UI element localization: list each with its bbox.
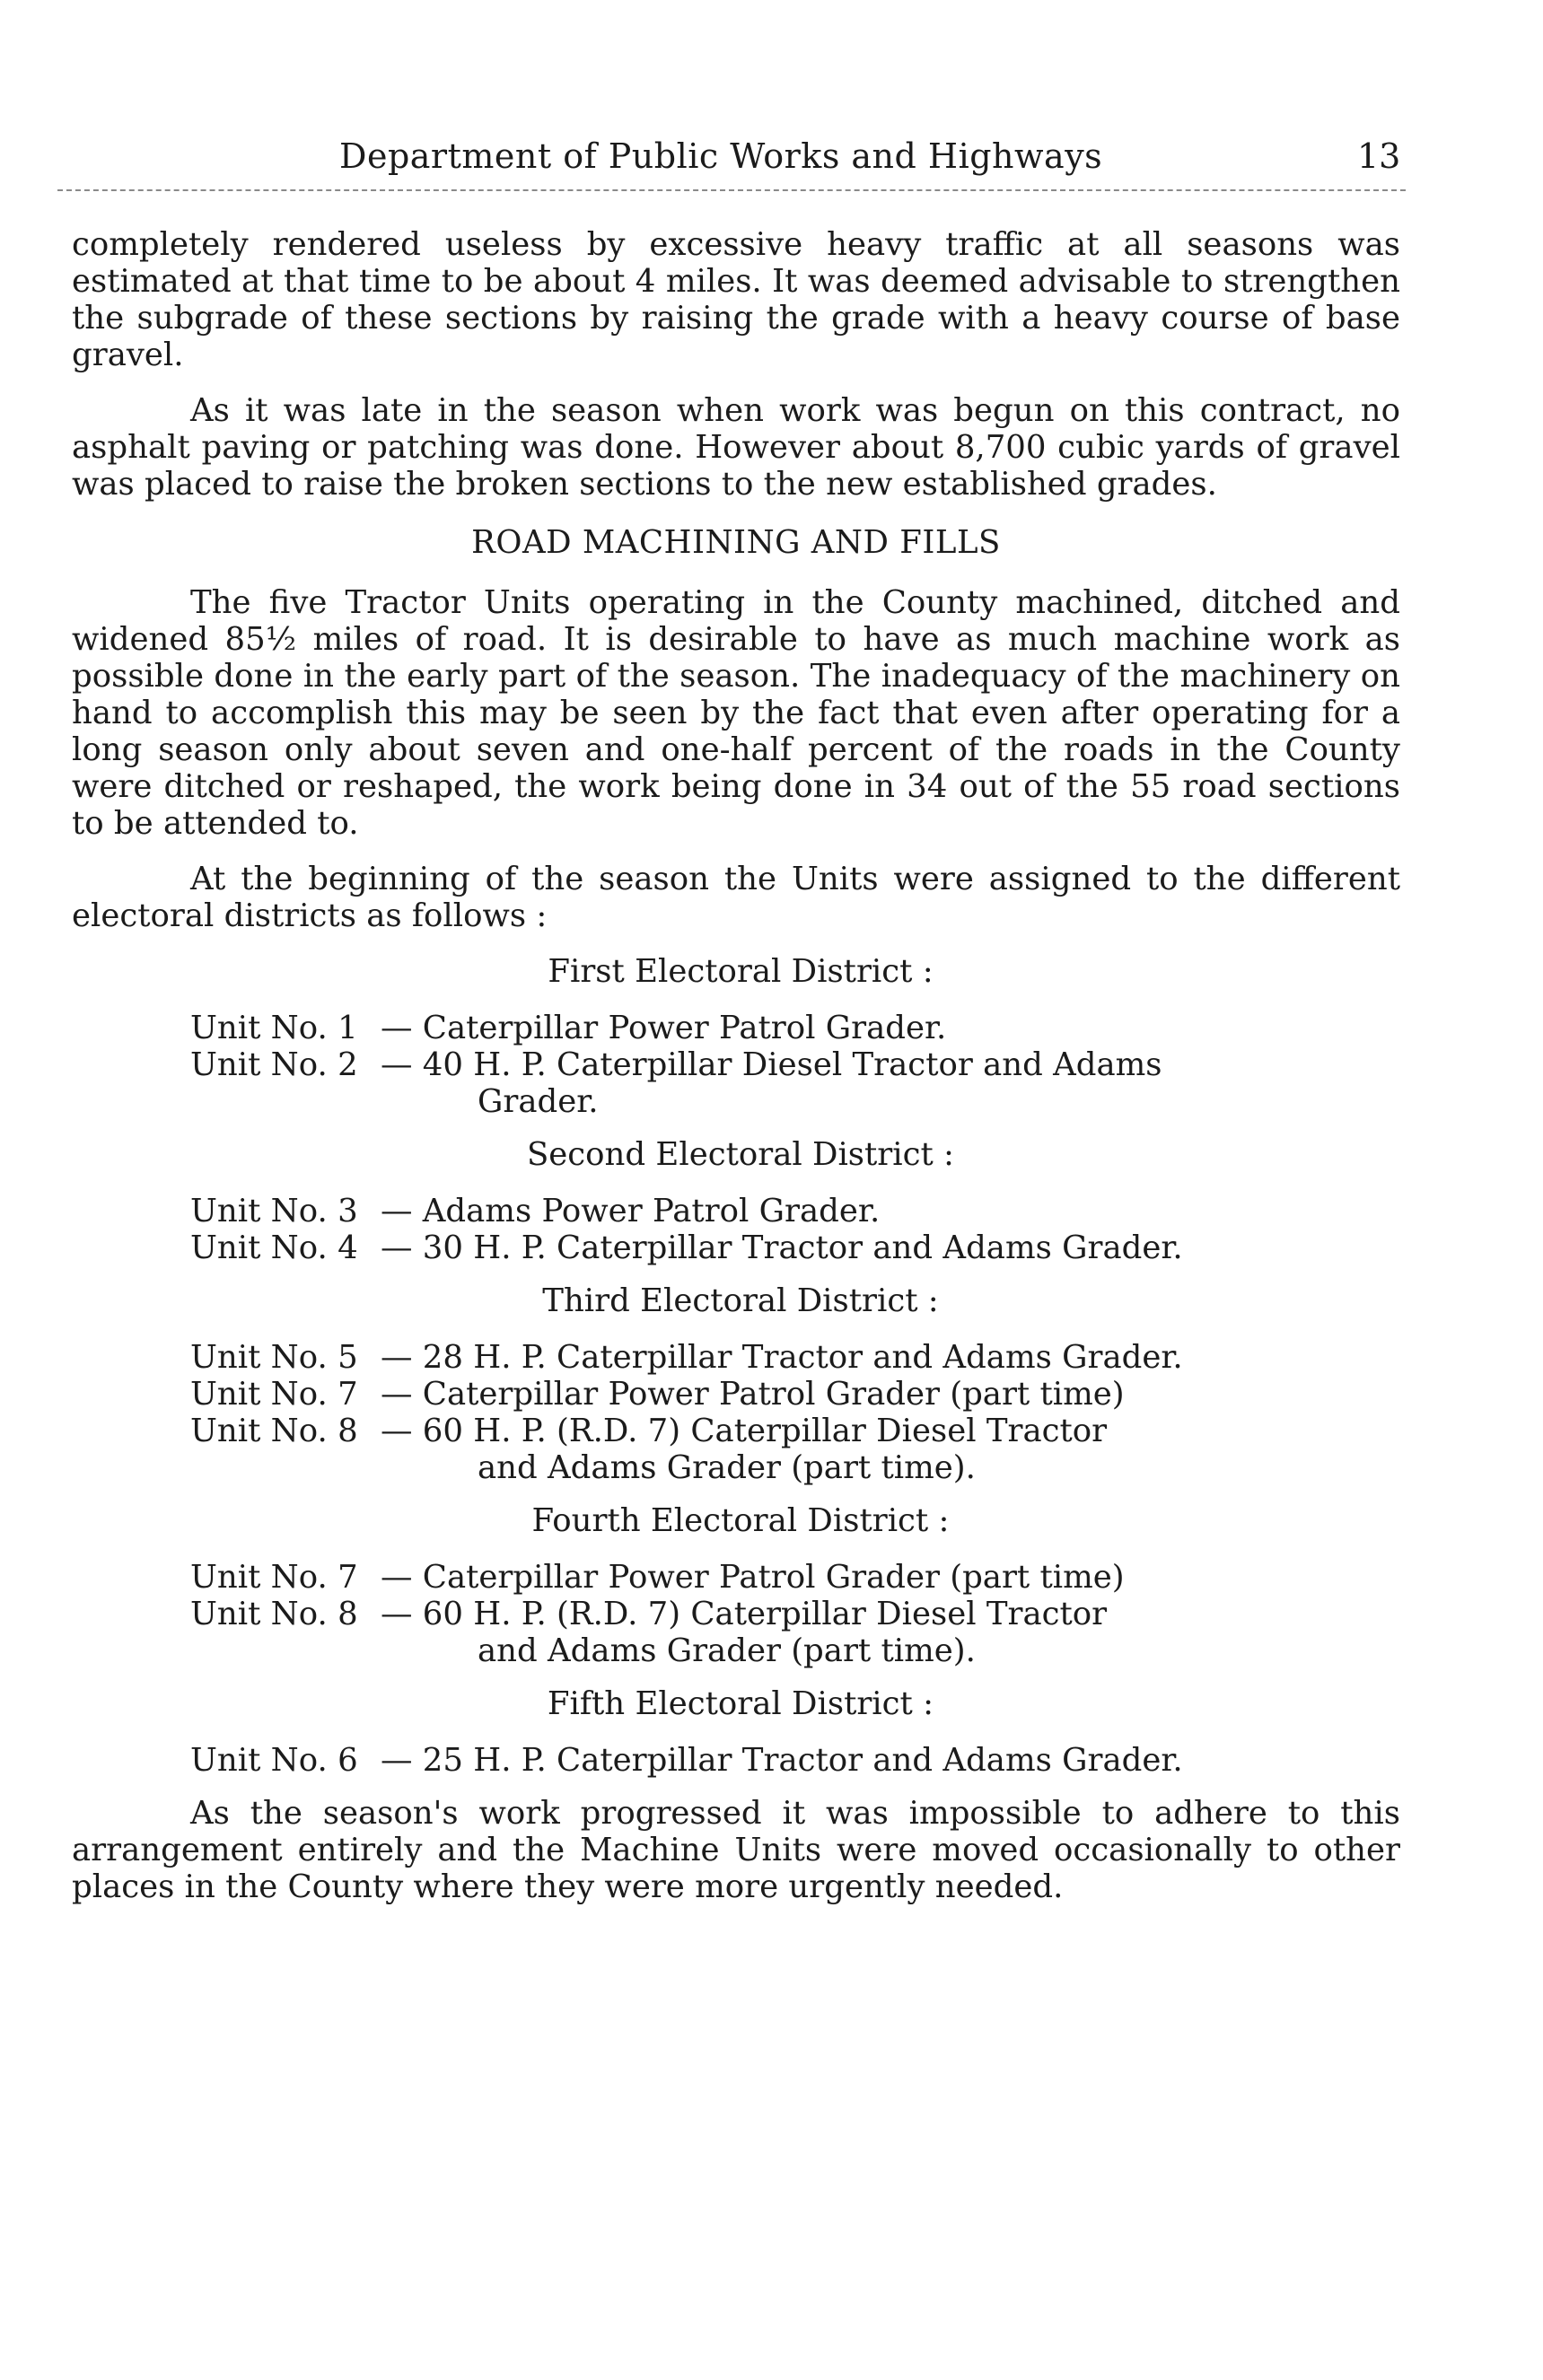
paragraph-assignment: At the beginning of the season the Units were assigned to the different electoral districts as follows : bbox=[72, 861, 1400, 934]
section-heading: ROAD MACHINING AND FILLS bbox=[471, 524, 1001, 561]
unit-description bbox=[381, 1559, 1400, 1596]
unit-list bbox=[72, 1742, 1400, 1779]
running-title: Department of Public Works and Highways bbox=[339, 136, 1103, 176]
unit-list bbox=[72, 1010, 1400, 1120]
unit-description-text: — 28 H. P. Caterpillar Tractor and Adams Grader. bbox=[381, 1339, 1183, 1376]
paragraph-tractor-units: The five Tractor Units operating in the County machined, ditched and widened 85½ miles of road. It is desirable to have as much machine work as possible done in the early part of the season. The inadequacy of the machinery on hand to accomplish this may be seen by the fact that even after operating for a long season only about seven and one-half percent of the roads in the County were ditched or reshaped, the work being done in 34 out of the 55 road sections to be attended to. bbox=[72, 584, 1400, 842]
unit-description-continued: Grader. bbox=[478, 1083, 599, 1120]
unit-label: Unit No. 8 bbox=[190, 1596, 358, 1632]
paragraph-closing: As the season's work progressed it was impossible to adhere to this arrangement entirely and the Machine Units were moved occasionally to other places in the County where they were more urgently needed. bbox=[72, 1795, 1400, 1905]
unit-description bbox=[381, 1376, 1400, 1413]
paragraph-continued: completely rendered useless by excessive heavy traffic at all seasons was estimated at that time to be about 4 miles. It was deemed advisable to strengthen the subgrade of these sections by raising the grade with a heavy course of base gravel. bbox=[72, 226, 1400, 373]
unit-description bbox=[381, 1596, 1400, 1669]
unit-description bbox=[381, 1193, 1400, 1229]
unit-entry bbox=[72, 1559, 1400, 1596]
unit-label: Unit No. 5 bbox=[190, 1339, 358, 1376]
unit-description-text: — Caterpillar Power Patrol Grader (part time) bbox=[381, 1559, 1125, 1596]
unit-description-text: — 25 H. P. Caterpillar Tractor and Adams Grader. bbox=[381, 1742, 1183, 1779]
unit-description bbox=[381, 1413, 1400, 1486]
unit-description-text: — 30 H. P. Caterpillar Tractor and Adams Grader. bbox=[381, 1229, 1183, 1266]
unit-entry bbox=[72, 1193, 1400, 1229]
unit-list bbox=[72, 1339, 1400, 1486]
paragraph-contract: As it was late in the season when work was begun on this contract, no asphalt paving or patching was done. However about 8,700 cubic yards of gravel was placed to raise the broken sections to the new established grades. bbox=[72, 392, 1400, 503]
district-list bbox=[72, 953, 1400, 1779]
unit-entry bbox=[72, 1596, 1400, 1669]
unit-description-text: — 60 H. P. (R.D. 7) Caterpillar Diesel Tractor bbox=[381, 1596, 1108, 1632]
header-rule bbox=[57, 189, 1406, 191]
district-title: Fourth Electoral District : bbox=[531, 1502, 950, 1539]
unit-list bbox=[72, 1193, 1400, 1266]
unit-description-text: — Adams Power Patrol Grader. bbox=[381, 1193, 881, 1229]
unit-description-continued: and Adams Grader (part time). bbox=[478, 1632, 976, 1669]
unit-entry bbox=[72, 1046, 1400, 1120]
unit-list bbox=[72, 1559, 1400, 1669]
unit-entry bbox=[72, 1376, 1400, 1413]
page-header bbox=[0, 136, 1543, 181]
district-title: Fifth Electoral District : bbox=[547, 1685, 934, 1722]
unit-entry bbox=[72, 1742, 1400, 1779]
unit-entry bbox=[72, 1010, 1400, 1046]
district-title: Second Electoral District : bbox=[526, 1136, 955, 1173]
unit-description bbox=[381, 1742, 1400, 1779]
unit-label: Unit No. 1 bbox=[190, 1010, 358, 1046]
unit-description bbox=[381, 1339, 1400, 1376]
district-title: Third Electoral District : bbox=[542, 1282, 939, 1319]
unit-label: Unit No. 6 bbox=[190, 1742, 358, 1779]
unit-entry bbox=[72, 1413, 1400, 1486]
unit-label: Unit No. 7 bbox=[190, 1376, 358, 1413]
unit-description-text: — Caterpillar Power Patrol Grader. bbox=[381, 1010, 947, 1046]
district-title: First Electoral District : bbox=[548, 953, 934, 990]
unit-label: Unit No. 4 bbox=[190, 1229, 358, 1266]
unit-entry bbox=[72, 1229, 1400, 1266]
unit-label: Unit No. 7 bbox=[190, 1559, 358, 1596]
page-number: 13 bbox=[1357, 136, 1401, 176]
unit-description bbox=[381, 1010, 1400, 1046]
unit-description bbox=[381, 1046, 1400, 1120]
unit-description-text: — 40 H. P. Caterpillar Diesel Tractor and Adams bbox=[381, 1046, 1162, 1083]
unit-description-text: — Caterpillar Power Patrol Grader (part time) bbox=[381, 1376, 1125, 1413]
unit-description bbox=[381, 1229, 1400, 1266]
unit-label: Unit No. 3 bbox=[190, 1193, 358, 1229]
unit-description-text: — 60 H. P. (R.D. 7) Caterpillar Diesel Tractor bbox=[381, 1413, 1108, 1449]
page-body bbox=[72, 226, 1400, 1924]
unit-description-continued: and Adams Grader (part time). bbox=[478, 1449, 976, 1486]
unit-label: Unit No. 8 bbox=[190, 1413, 358, 1449]
unit-entry bbox=[72, 1339, 1400, 1376]
unit-label: Unit No. 2 bbox=[190, 1046, 358, 1083]
